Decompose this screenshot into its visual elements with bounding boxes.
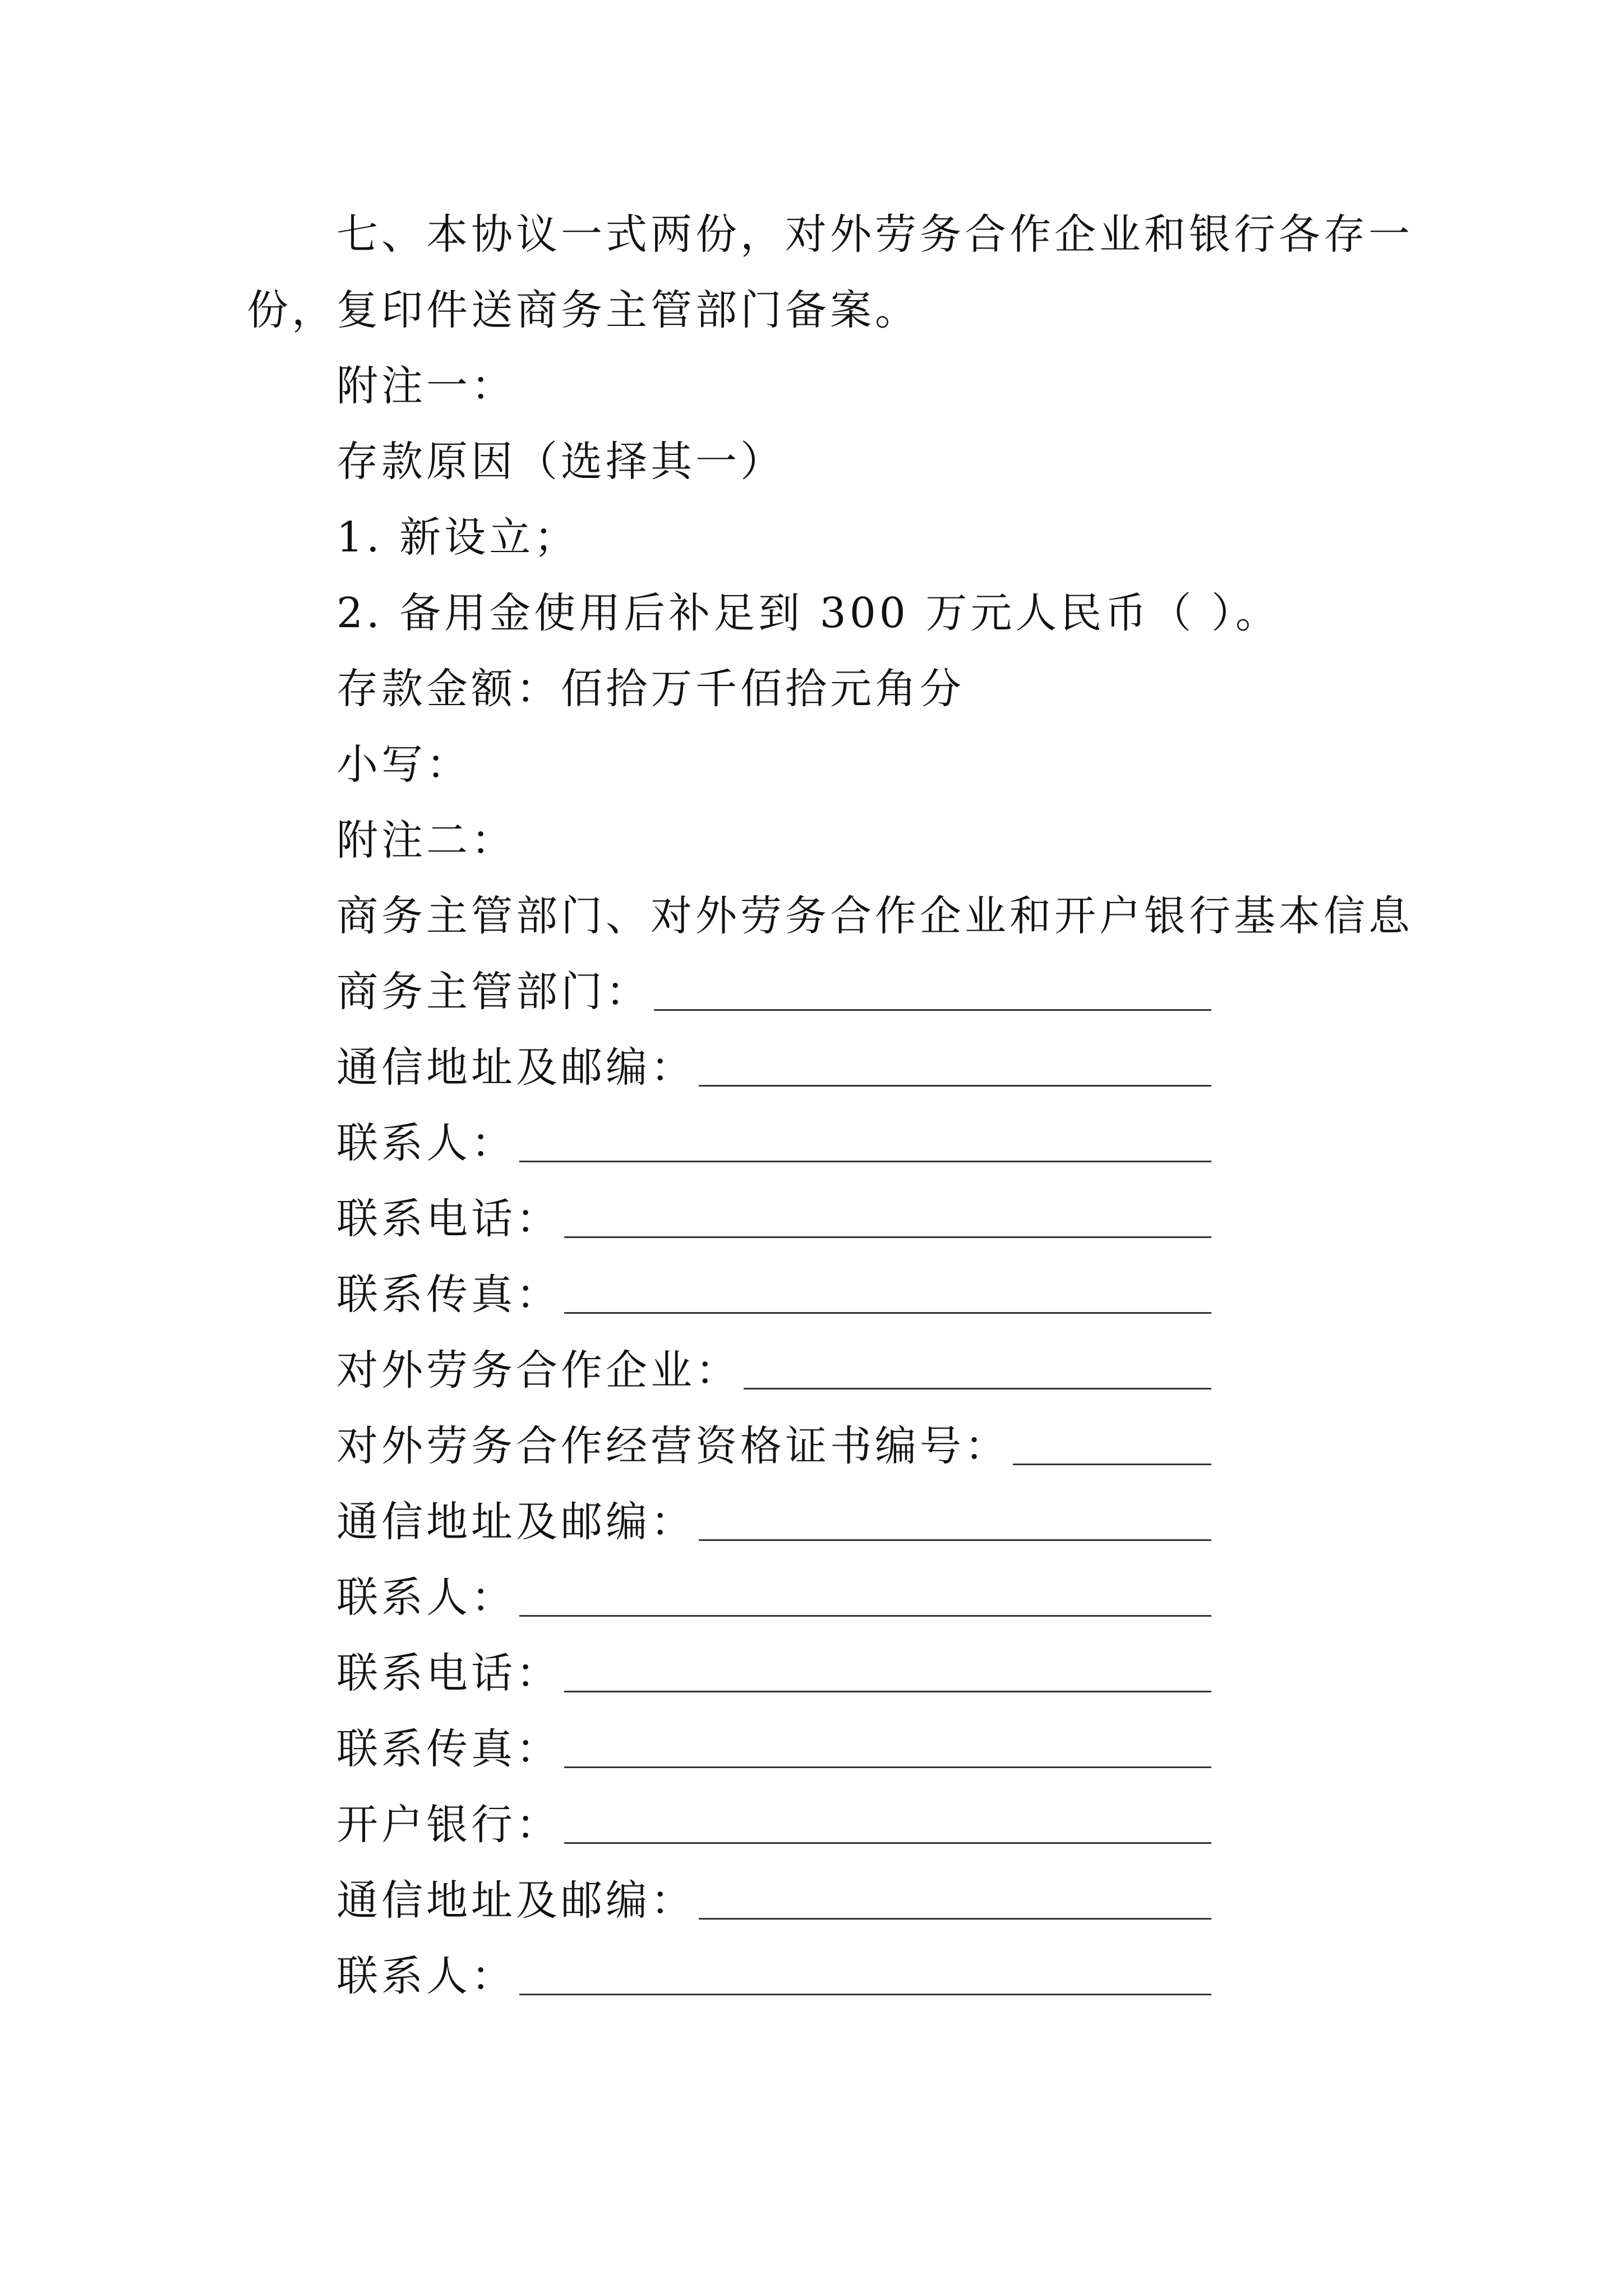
fill-in-blank-line[interactable] <box>519 1161 1211 1162</box>
fill-in-blank-line[interactable] <box>564 1766 1211 1768</box>
field-label: 联系传真： <box>336 1271 561 1319</box>
fill-in-blank-line[interactable] <box>519 1615 1211 1617</box>
field-label: 联系电话： <box>336 1195 561 1243</box>
clause-seven-line-1: 七、本协议一式两份，对外劳务合作企业和银行各存一 <box>336 210 1413 259</box>
field-label: 通信地址及邮编： <box>336 1498 695 1546</box>
form-field <box>336 1116 1211 1170</box>
fill-in-blank-line[interactable] <box>519 1994 1211 1995</box>
basic-info-title: 商务主管部门、对外劳务合作企业和开户银行基本信息 <box>336 892 1413 940</box>
field-label: 通信地址及邮编： <box>336 1876 695 1925</box>
clause-seven-line-2: 份，复印件送商务主管部门备案。 <box>247 286 920 334</box>
fill-in-blank-line[interactable] <box>699 1085 1211 1087</box>
fill-in-blank-line[interactable] <box>699 1539 1211 1541</box>
deposit-reason-title: 存款原因（选择其一） <box>336 438 785 486</box>
form-field <box>336 1495 1211 1549</box>
form-field <box>336 1646 1211 1700</box>
field-label: 联系人： <box>336 1119 516 1167</box>
field-label: 联系电话： <box>336 1649 561 1697</box>
form-field <box>336 1192 1211 1246</box>
fill-in-blank-line[interactable] <box>1013 1464 1211 1465</box>
fill-in-blank-line[interactable] <box>564 1236 1211 1238</box>
form-field <box>336 1343 1211 1397</box>
note-one-heading: 附注一： <box>336 362 516 410</box>
deposit-reason-option-1: 1. 新设立； <box>336 513 579 562</box>
form-field <box>336 1419 1211 1473</box>
fill-in-blank-line[interactable] <box>564 1842 1211 1844</box>
field-label: 对外劳务合作企业： <box>336 1346 740 1395</box>
form-field <box>336 965 1211 1019</box>
form-field <box>336 1041 1211 1094</box>
field-label: 对外劳务合作经营资格证书编号： <box>336 1422 1009 1470</box>
fill-in-blank-line[interactable] <box>744 1388 1211 1389</box>
fill-in-blank-line[interactable] <box>564 1691 1211 1692</box>
fill-in-blank-line[interactable] <box>654 1009 1211 1011</box>
form-field <box>336 1268 1211 1322</box>
form-field <box>336 1874 1211 1927</box>
field-label: 联系人： <box>336 1573 516 1622</box>
amount-in-figures: 小写： <box>336 740 471 789</box>
field-label: 通信地址及邮编： <box>336 1043 695 1092</box>
fill-in-blank-line[interactable] <box>564 1312 1211 1314</box>
fill-in-blank-line[interactable] <box>699 1918 1211 1920</box>
form-field <box>336 1798 1211 1852</box>
deposit-reason-option-2: 2. 备用金使用后补足到 300 万元人民币（ ）。 <box>336 589 1280 637</box>
field-label: 联系人： <box>336 1952 516 2000</box>
note-two-heading: 附注二： <box>336 816 516 864</box>
field-label: 开户银行： <box>336 1801 561 1849</box>
form-field <box>336 1722 1211 1776</box>
form-field <box>336 1949 1211 2003</box>
field-label: 联系传真： <box>336 1725 561 1773</box>
field-label: 商务主管部门： <box>336 968 651 1016</box>
deposit-amount: 存款金额：佰拾万千佰拾元角分 <box>336 665 965 713</box>
form-field <box>336 1571 1211 1625</box>
